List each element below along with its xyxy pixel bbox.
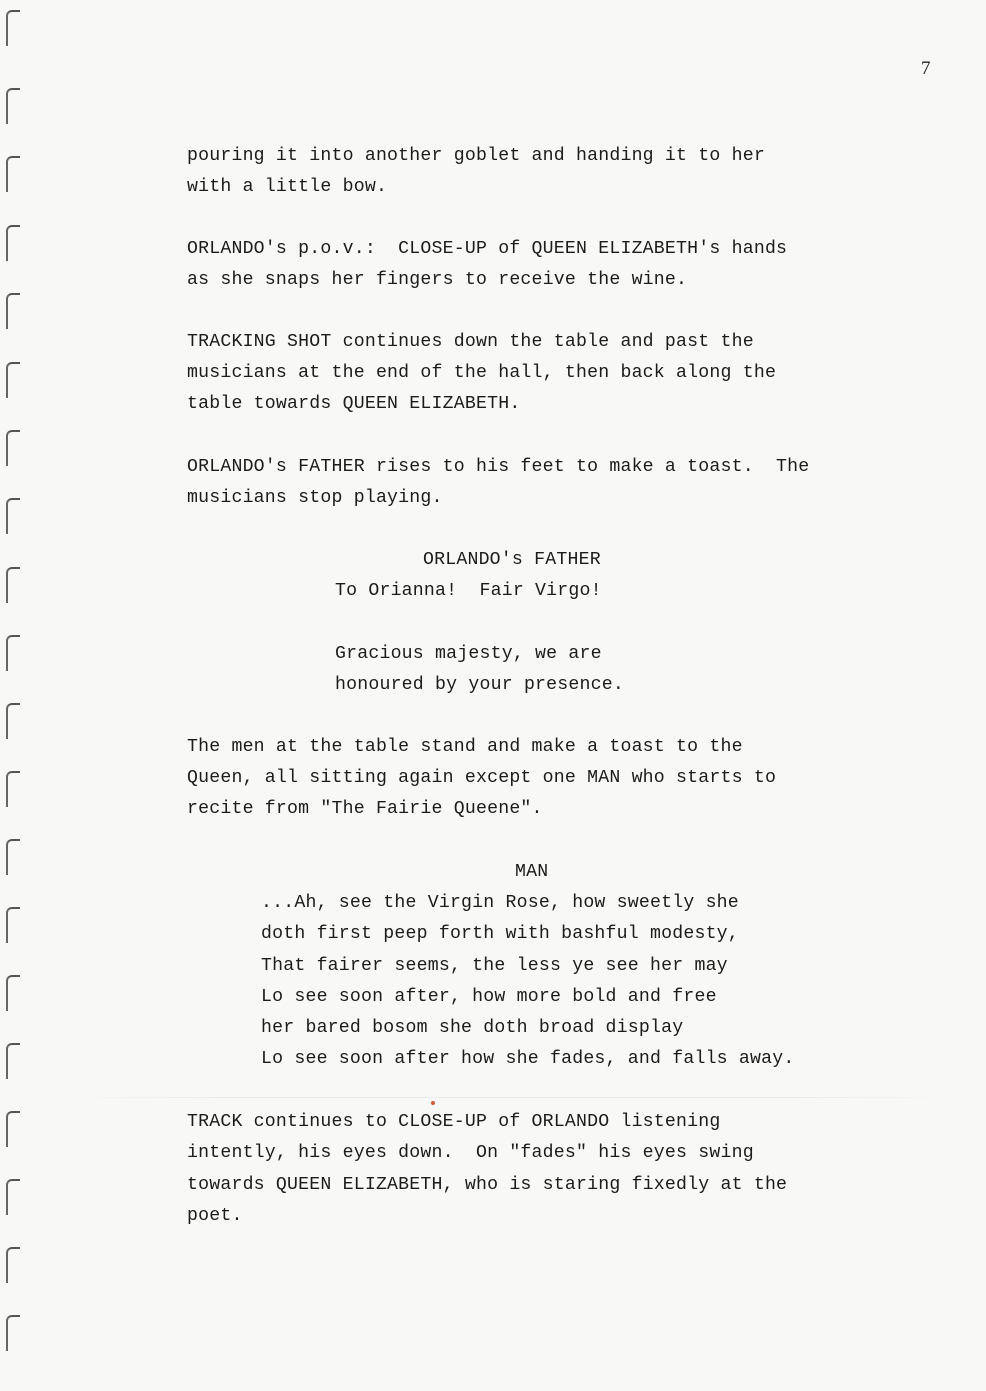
binding-ring-icon — [6, 635, 20, 671]
binding-ring-icon — [6, 703, 20, 739]
page-fold-line — [60, 1097, 960, 1098]
action-line: TRACK continues to CLOSE-UP of ORLANDO listening — [187, 1112, 721, 1132]
dialogue-line: To Orianna! Fair Virgo! — [335, 581, 602, 601]
action-line: pouring it into another goblet and handing it to her — [187, 146, 765, 166]
dialogue-line: Gracious majesty, we are — [335, 644, 602, 664]
binding-ring-icon — [6, 430, 20, 466]
binding-ring-icon — [6, 1111, 20, 1147]
action-line: recite from "The Fairie Queene". — [187, 799, 543, 819]
dialogue-line: Lo see soon after how she fades, and falls away. — [261, 1049, 795, 1069]
dialogue-line: That fairer seems, the less ye see her may — [261, 956, 728, 976]
character-name: ORLANDO's FATHER — [423, 550, 601, 570]
dialogue-line: ...Ah, see the Virgin Rose, how sweetly she — [261, 893, 739, 913]
action-line: ORLANDO's FATHER rises to his feet to make a toast. The — [187, 457, 810, 477]
binding-ring-icon — [6, 498, 20, 534]
spiral-binding — [0, 0, 30, 1391]
action-line: musicians at the end of the hall, then back along the — [187, 363, 777, 383]
action-line: table towards QUEEN ELIZABETH. — [187, 394, 521, 414]
binding-ring-icon — [6, 1315, 20, 1351]
binding-ring-icon — [6, 10, 20, 46]
binding-ring-icon — [6, 1179, 20, 1215]
binding-ring-icon — [6, 156, 20, 192]
dialogue-line: honoured by your presence. — [335, 675, 624, 695]
page-number: 7 — [921, 58, 931, 79]
binding-ring-icon — [6, 839, 20, 875]
binding-ring-icon — [6, 975, 20, 1011]
action-line: musicians stop playing. — [187, 488, 443, 508]
dialogue-line: her bared bosom she doth broad display — [261, 1018, 684, 1038]
binding-ring-icon — [6, 362, 20, 398]
action-line: as she snaps her fingers to receive the wine. — [187, 270, 688, 290]
action-line: towards QUEEN ELIZABETH, who is staring fixedly at the — [187, 1175, 788, 1195]
binding-ring-icon — [6, 1247, 20, 1283]
binding-ring-icon — [6, 907, 20, 943]
action-line: intently, his eyes down. On "fades" his eyes swing — [187, 1143, 754, 1163]
binding-ring-icon — [6, 225, 20, 261]
action-line: ORLANDO's p.o.v.: CLOSE-UP of QUEEN ELIZABETH's hands — [187, 239, 788, 259]
dialogue-line: Lo see soon after, how more bold and free — [261, 987, 717, 1007]
action-line: The men at the table stand and make a toast to the — [187, 737, 743, 757]
binding-ring-icon — [6, 88, 20, 124]
binding-ring-icon — [6, 1043, 20, 1079]
character-name: MAN — [515, 862, 549, 882]
action-line: TRACKING SHOT continues down the table and past the — [187, 332, 754, 352]
binding-ring-icon — [6, 771, 20, 807]
action-line: Queen, all sitting again except one MAN who starts to — [187, 768, 777, 788]
ink-speck — [431, 1101, 435, 1105]
dialogue-line: doth first peep forth with bashful modesty, — [261, 924, 739, 944]
binding-ring-icon — [6, 293, 20, 329]
action-line: with a little bow. — [187, 177, 388, 197]
action-line: poet. — [187, 1206, 243, 1226]
binding-ring-icon — [6, 567, 20, 603]
